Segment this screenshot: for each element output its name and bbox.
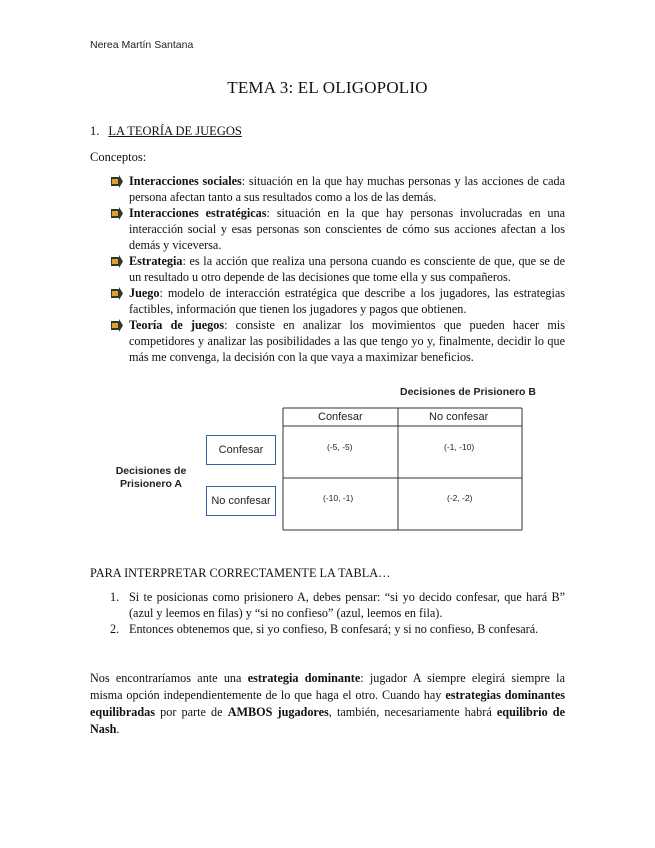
matrix-col-label: Confesar <box>318 411 363 423</box>
arrow-bullet-icon <box>110 255 124 268</box>
arrow-bullet-icon <box>110 319 124 332</box>
conclusion-bold: equilibrio de Nash <box>90 705 565 736</box>
section-number: 1. <box>90 124 100 138</box>
concept-term: Interacciones estratégicas <box>129 206 267 220</box>
author-name: Nerea Martín Santana <box>90 39 194 51</box>
section-heading <box>90 124 242 139</box>
concept-item <box>110 285 565 317</box>
arrow-bullet-icon <box>110 175 124 188</box>
conclusion-paragraph <box>90 670 565 738</box>
matrix-col-label: No confesar <box>429 411 489 423</box>
matrix-cell: (-2, -2) <box>447 493 473 503</box>
concept-item <box>110 317 565 365</box>
concept-term: Teoría de juegos <box>129 318 225 332</box>
conclusion-text: Nos encontraríamos ante una <box>90 671 248 685</box>
step-item <box>110 589 565 621</box>
matrix-cell: (-10, -1) <box>323 493 354 503</box>
concept-item <box>110 253 565 285</box>
concept-text: : situación en la que hay muchas personas y las acciones de cada persona afectan tanto a sus resultados como a los de las demás. <box>129 174 565 204</box>
conclusion-bold: AMBOS jugadores <box>227 705 329 719</box>
concept-text: : modelo de interacción estratégica que describe a los jugadores, las estrategias factibles, información que tienen los jugadores y pagos que obtienen. <box>129 286 565 316</box>
matrix-row-header <box>106 465 196 491</box>
step-text: Si te posicionas como prisionero A, debes pensar: “si yo decido confesar, que hará B” (azul y leemos en filas) y “si no confieso” (azul, leemos en fila). <box>129 590 565 620</box>
payoff-matrix <box>100 380 540 540</box>
step-text: Entonces obtenemos que, si yo confieso, B confesará; y si no confieso, B confesará. <box>129 622 539 636</box>
conclusion-bold: estrategias dominantes equilibradas <box>90 688 565 719</box>
arrow-bullet-icon <box>110 287 124 300</box>
conclusion-text: : jugador A siempre elegirá siempre la misma opción independientemente de lo que haga el otro. Cuando hay <box>90 671 565 702</box>
concept-term: Estrategia <box>129 254 183 268</box>
matrix-grid <box>100 380 540 540</box>
matrix-row-header-line: Decisiones de <box>115 465 187 477</box>
concept-text: : situación en la que hay personas involucradas en una interacción social y esas personas son conscientes de cómo sus acciones afectan a los demás y viceversa. <box>129 206 565 252</box>
concept-item <box>110 173 565 205</box>
concept-list <box>110 173 565 365</box>
concepts-intro: Conceptos: <box>90 150 147 164</box>
matrix-row-label: Confesar <box>206 435 276 465</box>
step-number: 1. <box>110 590 120 604</box>
page-title: TEMA 3: EL OLIGOPOLIO <box>227 78 428 97</box>
arrow-bullet-icon <box>110 207 124 220</box>
concept-text: : es la acción que realiza una persona cuando es consciente de que, que se de un resultado u otro depende de las decisiones que tome ella y sus compañeros. <box>129 254 565 284</box>
step-number: 2. <box>110 622 120 636</box>
section-title: LA TEORÍA DE JUEGOS <box>108 124 242 138</box>
concept-text: : consiste en analizar los movimientos que pueden hacer mis competidores y analizar las posibilidades a las que tengo yo y, finalmente, decidir lo que más me convenga, la decisión con la que vaya a maximizar beneficios. <box>129 318 565 364</box>
conclusion-bold: estrategia dominante <box>247 671 361 685</box>
conclusion-text: por parte de <box>155 705 228 719</box>
conclusion-text: . <box>116 722 120 736</box>
matrix-cell: (-1, -10) <box>444 442 475 452</box>
interpret-heading: PARA INTERPRETAR CORRECTAMENTE LA TABLA… <box>90 566 391 580</box>
matrix-row-header-line: Prisionero A <box>119 478 183 490</box>
matrix-row-label: No confesar <box>206 486 276 516</box>
steps-list <box>110 589 565 637</box>
matrix-column-header: Decisiones de Prisionero B <box>400 386 536 398</box>
concept-term: Interacciones sociales <box>129 174 242 188</box>
concept-item <box>110 205 565 253</box>
conclusion-text: , también, necesariamente habrá <box>328 705 497 719</box>
concept-term: Juego <box>129 286 160 300</box>
step-item <box>110 621 565 637</box>
matrix-cell: (-5, -5) <box>327 442 353 452</box>
